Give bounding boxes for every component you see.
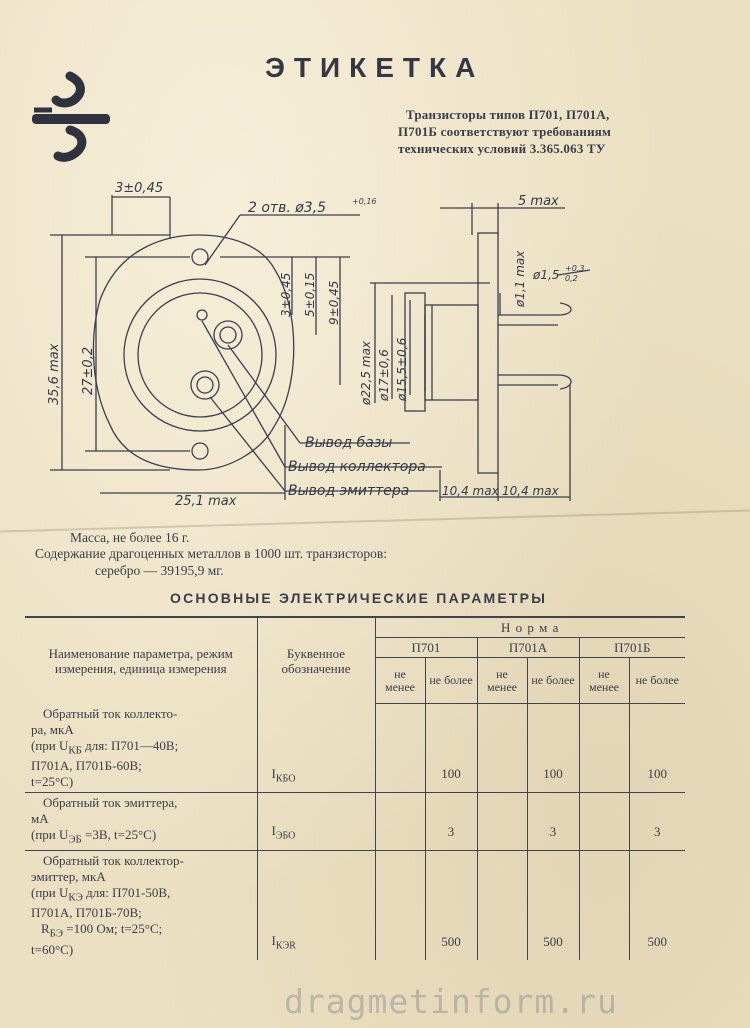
header-max: не более <box>629 658 685 704</box>
param-line: (при $U_{ЭБ} =3В$, t=25°С) <box>31 827 157 846</box>
param-line: Обратный ток коллектор- <box>43 852 184 868</box>
transistor-drawing <box>30 175 590 515</box>
value-cell: 500 <box>425 850 477 960</box>
mass-text: Масса, не более 16 г. <box>70 530 190 545</box>
value-cell: 3 <box>527 793 579 851</box>
metals-text: Содержание драгоценных металлов в 1000 шт. транзисторов: <box>35 546 388 561</box>
param-line: мА <box>31 811 49 827</box>
param-line: t=25°С) <box>31 774 74 790</box>
value-cell: 100 <box>425 704 477 793</box>
header-min: не менее <box>579 658 629 704</box>
header-max: не более <box>527 658 579 704</box>
param-line: t=60°С) <box>31 941 74 957</box>
spec-line: Транзисторы типов П701, П701А, <box>406 107 610 122</box>
param-line: ра, мкА <box>31 721 74 737</box>
value-cell: 500 <box>629 850 685 960</box>
param-line: $R_{БЭ} =100$ Ом; t=25°С; <box>41 921 163 940</box>
header-type-p701: П701 <box>375 638 477 658</box>
param-line: (при $U_{КБ}$ для: П701—40В; <box>31 737 179 757</box>
param-line: Обратный ток эмиттера, <box>43 795 178 811</box>
dim-label: 2 отв. ø3,5 <box>248 200 327 216</box>
header-min: не менее <box>477 658 527 704</box>
dim-label: 35,6 max <box>47 343 62 405</box>
dim-label: 0,2 <box>565 274 578 283</box>
dim-label: ø1,1 max <box>513 250 527 307</box>
header-param-name: Наименование параметра, режим измерения, единица измерения <box>25 617 257 704</box>
spec-line: технических условий 3.365.063 ТУ <box>398 141 606 156</box>
value-cell: 100 <box>629 704 685 793</box>
value-cell: 3 <box>629 793 685 851</box>
header-type-p701a: П701А <box>477 638 579 658</box>
header-max: не более <box>425 658 477 704</box>
dim-label: 10,4 max <box>502 484 559 498</box>
param-line: П701А, П701Б-70В; <box>31 905 142 921</box>
param-line: (при $U_{КЭ}$ для: П701-50В, <box>31 884 171 904</box>
page-title: ЭТИКЕТКА <box>265 52 485 83</box>
param-line: Обратный ток коллекто- <box>43 705 178 721</box>
silver-text: серебро — 39195,9 мг. <box>95 563 224 578</box>
param-line: П701А, П701Б-60В; <box>31 758 142 774</box>
dim-label: ø22,5 max <box>359 340 373 405</box>
table-row <box>25 704 685 793</box>
lead-label-base: Вывод базы <box>305 435 393 451</box>
header-norm: Н о р м а <box>375 617 685 638</box>
dim-label: 25,1 max <box>175 494 237 509</box>
dim-label: 27±0,2 <box>81 346 96 395</box>
dim-label: 9±0,45 <box>327 280 341 325</box>
param-name <box>25 850 257 960</box>
can-outline <box>124 279 276 431</box>
spec-line: П701Б соответствуют требованиям <box>398 124 612 139</box>
value-cell: 3 <box>425 793 477 851</box>
dim-label: 5 max <box>518 194 559 209</box>
header-min: не менее <box>375 658 425 704</box>
dim-label: +0,16 <box>352 197 377 206</box>
params-title: ОСНОВНЫЕ ЭЛЕКТРИЧЕСКИЕ ПАРАМЕТРЫ <box>170 590 548 606</box>
spec-text <box>398 106 698 157</box>
param-symbol: $I_{КБО}$ <box>257 704 375 793</box>
lead-label-collector: Вывод коллектора <box>288 459 426 475</box>
watermark-text: dragmetinform.ru <box>284 982 618 1021</box>
param-symbol: $I_{ЭБО}$ <box>257 793 375 851</box>
dim-label: ø1,5 <box>533 268 560 282</box>
param-line: эмиттер, мкА <box>31 868 106 884</box>
dim-label: +0,3 <box>565 264 585 273</box>
value-cell: 100 <box>527 704 579 793</box>
manufacturer-logo <box>30 70 112 162</box>
lead-label-emitter: Вывод эмиттера <box>288 483 410 499</box>
value-cell: 500 <box>527 850 579 960</box>
header-type-p701b: П701Б <box>579 638 685 658</box>
dim-label: 3±0,45 <box>115 181 164 196</box>
dim-label: 5±0,15 <box>303 272 317 317</box>
param-name <box>25 704 257 793</box>
table-row <box>25 793 685 851</box>
params-table <box>25 616 685 960</box>
header-symbol: Буквенное обозначение <box>257 617 375 704</box>
param-name <box>25 793 257 851</box>
dim-label: ø17±0,6 <box>377 349 391 401</box>
dim-label: ø15,5±0,6 <box>395 337 409 401</box>
dim-label: 3±0,45 <box>279 272 293 317</box>
param-symbol: $I_{КЭR}$ <box>257 850 375 960</box>
table-row <box>25 850 685 960</box>
dim-label: 10,4 max <box>442 484 499 498</box>
